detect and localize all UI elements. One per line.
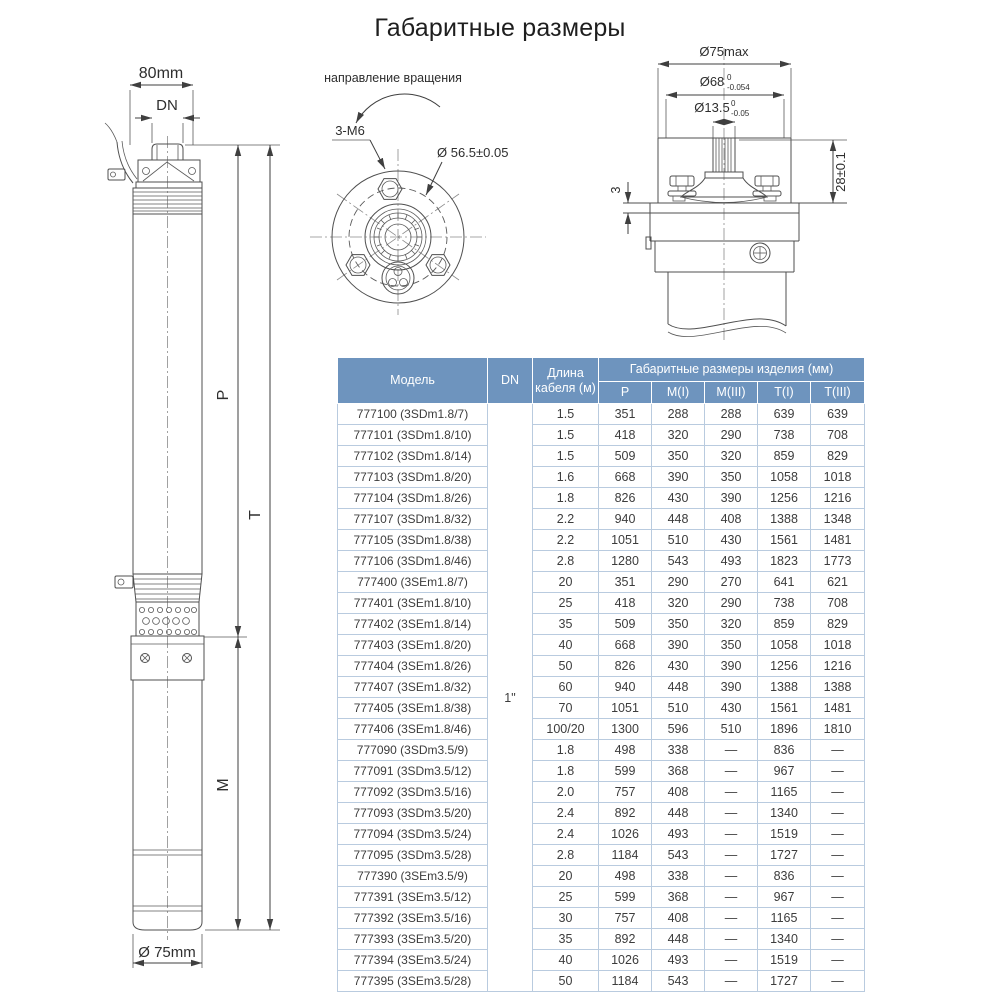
t1-cell: 738: [758, 425, 811, 446]
rotation-direction-label: направление вращения: [324, 71, 462, 85]
m1-cell: 448: [652, 677, 705, 698]
table-row: [338, 740, 865, 761]
model-cell: 777390 (3SEm3.5/9): [338, 866, 488, 887]
m3-cell: —: [705, 824, 758, 845]
m3-cell: —: [705, 740, 758, 761]
table-row: [338, 929, 865, 950]
t1-cell: 1561: [758, 530, 811, 551]
t3-cell: —: [811, 782, 865, 803]
m1-cell: 290: [652, 572, 705, 593]
m3-cell: 350: [705, 635, 758, 656]
model-cell: 777092 (3SDm3.5/16): [338, 782, 488, 803]
table-row: [338, 551, 865, 572]
m3-cell: 510: [705, 719, 758, 740]
top-view-drawing: [300, 65, 528, 323]
m3-cell: 288: [705, 404, 758, 425]
t3-cell: 621: [811, 572, 865, 593]
t3-cell: 708: [811, 593, 865, 614]
table-row: [338, 404, 865, 425]
dim-3-label: 3: [609, 186, 623, 194]
model-cell: 777104 (3SDm1.8/26): [338, 488, 488, 509]
cable-cell: 1.5: [533, 425, 599, 446]
t1-cell: 967: [758, 761, 811, 782]
t3-cell: 1018: [811, 635, 865, 656]
model-cell: 777391 (3SEm3.5/12): [338, 887, 488, 908]
dim-75max-label: Ø75max: [699, 44, 749, 59]
side-view-drawing: [95, 50, 315, 995]
table-row: [338, 572, 865, 593]
cable-cell: 40: [533, 950, 599, 971]
cable-cell: 1.8: [533, 761, 599, 782]
m3-cell: —: [705, 887, 758, 908]
t1-cell: 1165: [758, 782, 811, 803]
t3-cell: —: [811, 740, 865, 761]
p-cell: 668: [599, 635, 652, 656]
model-cell: 777100 (3SDm1.8/7): [338, 404, 488, 425]
t1-cell: 1519: [758, 824, 811, 845]
t3-cell: 829: [811, 614, 865, 635]
m3-cell: —: [705, 908, 758, 929]
model-cell: 777094 (3SDm3.5/24): [338, 824, 488, 845]
table-row: [338, 719, 865, 740]
table-row: [338, 488, 865, 509]
t3-cell: 1773: [811, 551, 865, 572]
cable-cell: 60: [533, 677, 599, 698]
t3-cell: —: [811, 866, 865, 887]
m1-cell: 493: [652, 824, 705, 845]
table-row: [338, 866, 865, 887]
model-cell: 777393 (3SEm3.5/20): [338, 929, 488, 950]
t3-cell: —: [811, 887, 865, 908]
t1-cell: 1388: [758, 677, 811, 698]
p-cell: 509: [599, 614, 652, 635]
table-row: [338, 614, 865, 635]
rotation-arrow: [356, 94, 440, 123]
m1-cell: 338: [652, 866, 705, 887]
m1-cell: 493: [652, 950, 705, 971]
model-cell: 777107 (3SDm1.8/32): [338, 509, 488, 530]
t1-cell: 836: [758, 866, 811, 887]
t1-cell: 1340: [758, 929, 811, 950]
t3-cell: —: [811, 908, 865, 929]
table-row: [338, 509, 865, 530]
p-cell: 599: [599, 761, 652, 782]
cable-cell: 1.6: [533, 467, 599, 488]
table-row: [338, 425, 865, 446]
m1-cell: 430: [652, 488, 705, 509]
model-cell: 777105 (3SDm1.8/38): [338, 530, 488, 551]
p-cell: 1026: [599, 950, 652, 971]
col-header-model: Модель: [338, 358, 488, 404]
t1-cell: 1058: [758, 635, 811, 656]
m3-cell: —: [705, 782, 758, 803]
m1-cell: 368: [652, 761, 705, 782]
t1-cell: 1561: [758, 698, 811, 719]
dim-75mm-label: Ø 75mm: [138, 944, 196, 961]
m1-cell: 338: [652, 740, 705, 761]
cable-cell: 2.4: [533, 803, 599, 824]
m3-cell: —: [705, 845, 758, 866]
t3-cell: —: [811, 950, 865, 971]
table-body: [338, 404, 865, 992]
m3-cell: 493: [705, 551, 758, 572]
table-row: [338, 593, 865, 614]
p-cell: 1184: [599, 845, 652, 866]
col-header-dn: DN: [488, 358, 533, 404]
table-row: [338, 887, 865, 908]
m3-cell: —: [705, 803, 758, 824]
m1-cell: 408: [652, 782, 705, 803]
cable-cell: 50: [533, 656, 599, 677]
m1-cell: 543: [652, 845, 705, 866]
t3-cell: —: [811, 971, 865, 992]
spec-table: [337, 357, 865, 992]
thread-label: 3-M6: [335, 123, 365, 138]
col-header-dims-group: Габаритные размеры изделия (мм): [599, 358, 865, 382]
model-cell: 777095 (3SDm3.5/28): [338, 845, 488, 866]
m1-cell: 368: [652, 887, 705, 908]
t1-cell: 738: [758, 593, 811, 614]
page-title: Габаритные размеры: [374, 14, 626, 42]
t1-cell: 1256: [758, 656, 811, 677]
t3-cell: 639: [811, 404, 865, 425]
m3-cell: —: [705, 950, 758, 971]
p-cell: 757: [599, 782, 652, 803]
dim-68-tol-lower: -0.054: [727, 83, 750, 92]
m3-cell: 430: [705, 530, 758, 551]
m3-cell: 320: [705, 614, 758, 635]
cable-cell: 1.5: [533, 446, 599, 467]
m1-cell: 390: [652, 467, 705, 488]
table-row: [338, 530, 865, 551]
m1-cell: 390: [652, 635, 705, 656]
p-cell: 1026: [599, 824, 652, 845]
t1-cell: 641: [758, 572, 811, 593]
cable-cell: 2.8: [533, 551, 599, 572]
model-cell: 777402 (3SEm1.8/14): [338, 614, 488, 635]
col-header-m3: M(III): [705, 382, 758, 404]
table-row: [338, 908, 865, 929]
t1-cell: 1165: [758, 908, 811, 929]
t3-cell: 1018: [811, 467, 865, 488]
t1-cell: 1340: [758, 803, 811, 824]
cable-cell: 2.8: [533, 845, 599, 866]
p-cell: 940: [599, 509, 652, 530]
dim-13-5-tol-upper: 0: [731, 99, 736, 108]
table-row: [338, 677, 865, 698]
model-cell: 777395 (3SEm3.5/28): [338, 971, 488, 992]
t3-cell: 708: [811, 425, 865, 446]
table-header: [338, 358, 865, 404]
t3-cell: —: [811, 824, 865, 845]
dim-80mm-label: 80mm: [138, 65, 184, 82]
m1-cell: 350: [652, 446, 705, 467]
m3-cell: —: [705, 761, 758, 782]
m3-cell: 390: [705, 677, 758, 698]
p-cell: 1051: [599, 698, 652, 719]
cable-cell: 25: [533, 593, 599, 614]
table-row: [338, 467, 865, 488]
cable-cell: 30: [533, 908, 599, 929]
m1-cell: 448: [652, 803, 705, 824]
p-cell: 498: [599, 740, 652, 761]
t1-cell: 1823: [758, 551, 811, 572]
cable-cell: 2.0: [533, 782, 599, 803]
model-cell: 777405 (3SEm1.8/38): [338, 698, 488, 719]
model-cell: 777392 (3SEm3.5/16): [338, 908, 488, 929]
m1-cell: 543: [652, 971, 705, 992]
m1-cell: 510: [652, 698, 705, 719]
t1-cell: 1256: [758, 488, 811, 509]
model-cell: 777394 (3SEm3.5/24): [338, 950, 488, 971]
m1-cell: 288: [652, 404, 705, 425]
m3-cell: 290: [705, 425, 758, 446]
dim-13-5-tol-lower: -0.05: [731, 109, 750, 118]
dim-t-label: T: [247, 510, 264, 520]
model-cell: 777093 (3SDm3.5/20): [338, 803, 488, 824]
table-row: [338, 782, 865, 803]
table-row: [338, 656, 865, 677]
m3-cell: 390: [705, 488, 758, 509]
model-cell: 777400 (3SEm1.8/7): [338, 572, 488, 593]
model-cell: 777406 (3SEm1.8/46): [338, 719, 488, 740]
t3-cell: 1216: [811, 488, 865, 509]
cable-cell: 40: [533, 635, 599, 656]
model-cell: 777401 (3SEm1.8/10): [338, 593, 488, 614]
t1-cell: 1058: [758, 467, 811, 488]
dim-28-label: 28±0.1: [833, 152, 848, 192]
model-cell: 777404 (3SEm1.8/26): [338, 656, 488, 677]
t1-cell: 836: [758, 740, 811, 761]
m1-cell: 430: [652, 656, 705, 677]
t3-cell: 1481: [811, 530, 865, 551]
strainer-holes: [139, 607, 196, 634]
table-row: [338, 845, 865, 866]
cable-cell: 2.2: [533, 530, 599, 551]
m3-cell: 290: [705, 593, 758, 614]
col-header-cable: Длина кабеля (м): [533, 358, 599, 404]
m1-cell: 320: [652, 593, 705, 614]
p-cell: 826: [599, 656, 652, 677]
cable-cell: 2.4: [533, 824, 599, 845]
t3-cell: —: [811, 803, 865, 824]
cable-cell: 1.8: [533, 740, 599, 761]
m3-cell: —: [705, 929, 758, 950]
p-cell: 351: [599, 404, 652, 425]
t1-cell: 967: [758, 887, 811, 908]
p-cell: 892: [599, 803, 652, 824]
m1-cell: 510: [652, 530, 705, 551]
table-row: [338, 761, 865, 782]
model-cell: 777102 (3SDm1.8/14): [338, 446, 488, 467]
cable-cell: 100/20: [533, 719, 599, 740]
t3-cell: 1348: [811, 509, 865, 530]
table-row: [338, 803, 865, 824]
model-cell: 777101 (3SDm1.8/10): [338, 425, 488, 446]
dim-p-label: P: [215, 389, 232, 401]
cable-cell: 70: [533, 698, 599, 719]
m1-cell: 543: [652, 551, 705, 572]
p-cell: 498: [599, 866, 652, 887]
p-cell: 418: [599, 425, 652, 446]
t1-cell: 1727: [758, 971, 811, 992]
table-row: [338, 824, 865, 845]
t1-cell: 1896: [758, 719, 811, 740]
t3-cell: 1810: [811, 719, 865, 740]
p-cell: 1051: [599, 530, 652, 551]
t3-cell: —: [811, 929, 865, 950]
m1-cell: 320: [652, 425, 705, 446]
t1-cell: 639: [758, 404, 811, 425]
t3-cell: 1388: [811, 677, 865, 698]
cable-cell: 1.5: [533, 404, 599, 425]
m1-cell: 596: [652, 719, 705, 740]
p-cell: 757: [599, 908, 652, 929]
pump-outline: [105, 123, 204, 940]
m1-cell: 408: [652, 908, 705, 929]
cable-cell: 35: [533, 614, 599, 635]
m3-cell: 350: [705, 467, 758, 488]
t1-cell: 1519: [758, 950, 811, 971]
bolt-circle-dim-label: Ø 56.5±0.05: [437, 145, 509, 160]
p-cell: 892: [599, 929, 652, 950]
model-cell: 777103 (3SDm1.8/20): [338, 467, 488, 488]
t3-cell: 829: [811, 446, 865, 467]
model-cell: 777403 (3SEm1.8/20): [338, 635, 488, 656]
p-cell: 599: [599, 887, 652, 908]
motor-head-outline: [623, 138, 847, 337]
cable-cell: 20: [533, 572, 599, 593]
m1-cell: 448: [652, 929, 705, 950]
dim-68-tol-upper: 0: [727, 73, 732, 82]
t3-cell: 1216: [811, 656, 865, 677]
model-cell: 777091 (3SDm3.5/12): [338, 761, 488, 782]
p-cell: 826: [599, 488, 652, 509]
m3-cell: 408: [705, 509, 758, 530]
m3-cell: 390: [705, 656, 758, 677]
cable-cell: 1.8: [533, 488, 599, 509]
table-row: [338, 635, 865, 656]
p-cell: 668: [599, 467, 652, 488]
m1-cell: 448: [652, 509, 705, 530]
table-row: [338, 698, 865, 719]
m3-cell: 430: [705, 698, 758, 719]
table-row: [338, 950, 865, 971]
t1-cell: 1727: [758, 845, 811, 866]
col-header-t3: T(III): [811, 382, 865, 404]
p-cell: 509: [599, 446, 652, 467]
dim-13-5-label: Ø13.5: [694, 100, 730, 115]
dim-dn-label: DN: [156, 97, 178, 114]
p-cell: 418: [599, 593, 652, 614]
t3-cell: —: [811, 845, 865, 866]
model-cell: 777090 (3SDm3.5/9): [338, 740, 488, 761]
t3-cell: —: [811, 761, 865, 782]
cable-cell: 35: [533, 929, 599, 950]
m3-cell: —: [705, 866, 758, 887]
dim-m-label: M: [215, 778, 232, 792]
cable-cell: 25: [533, 887, 599, 908]
col-header-t1: T(I): [758, 382, 811, 404]
model-cell: 777106 (3SDm1.8/46): [338, 551, 488, 572]
p-cell: 1184: [599, 971, 652, 992]
dn-cell: 1": [488, 404, 533, 992]
t1-cell: 1388: [758, 509, 811, 530]
cable-cell: 20: [533, 866, 599, 887]
t3-cell: 1481: [811, 698, 865, 719]
m3-cell: 320: [705, 446, 758, 467]
model-cell: 777407 (3SEm1.8/32): [338, 677, 488, 698]
col-header-p: P: [599, 382, 652, 404]
p-cell: 351: [599, 572, 652, 593]
t1-cell: 859: [758, 446, 811, 467]
m3-cell: —: [705, 971, 758, 992]
table-row: [338, 446, 865, 467]
p-cell: 1300: [599, 719, 652, 740]
table-row: [338, 971, 865, 992]
cable-cell: 50: [533, 971, 599, 992]
m1-cell: 350: [652, 614, 705, 635]
p-cell: 940: [599, 677, 652, 698]
dim-68-label: Ø68: [699, 74, 725, 89]
end-view-drawing: [609, 42, 885, 352]
m3-cell: 270: [705, 572, 758, 593]
p-cell: 1280: [599, 551, 652, 572]
cable-cell: 2.2: [533, 509, 599, 530]
t1-cell: 859: [758, 614, 811, 635]
col-header-m1: M(I): [652, 382, 705, 404]
